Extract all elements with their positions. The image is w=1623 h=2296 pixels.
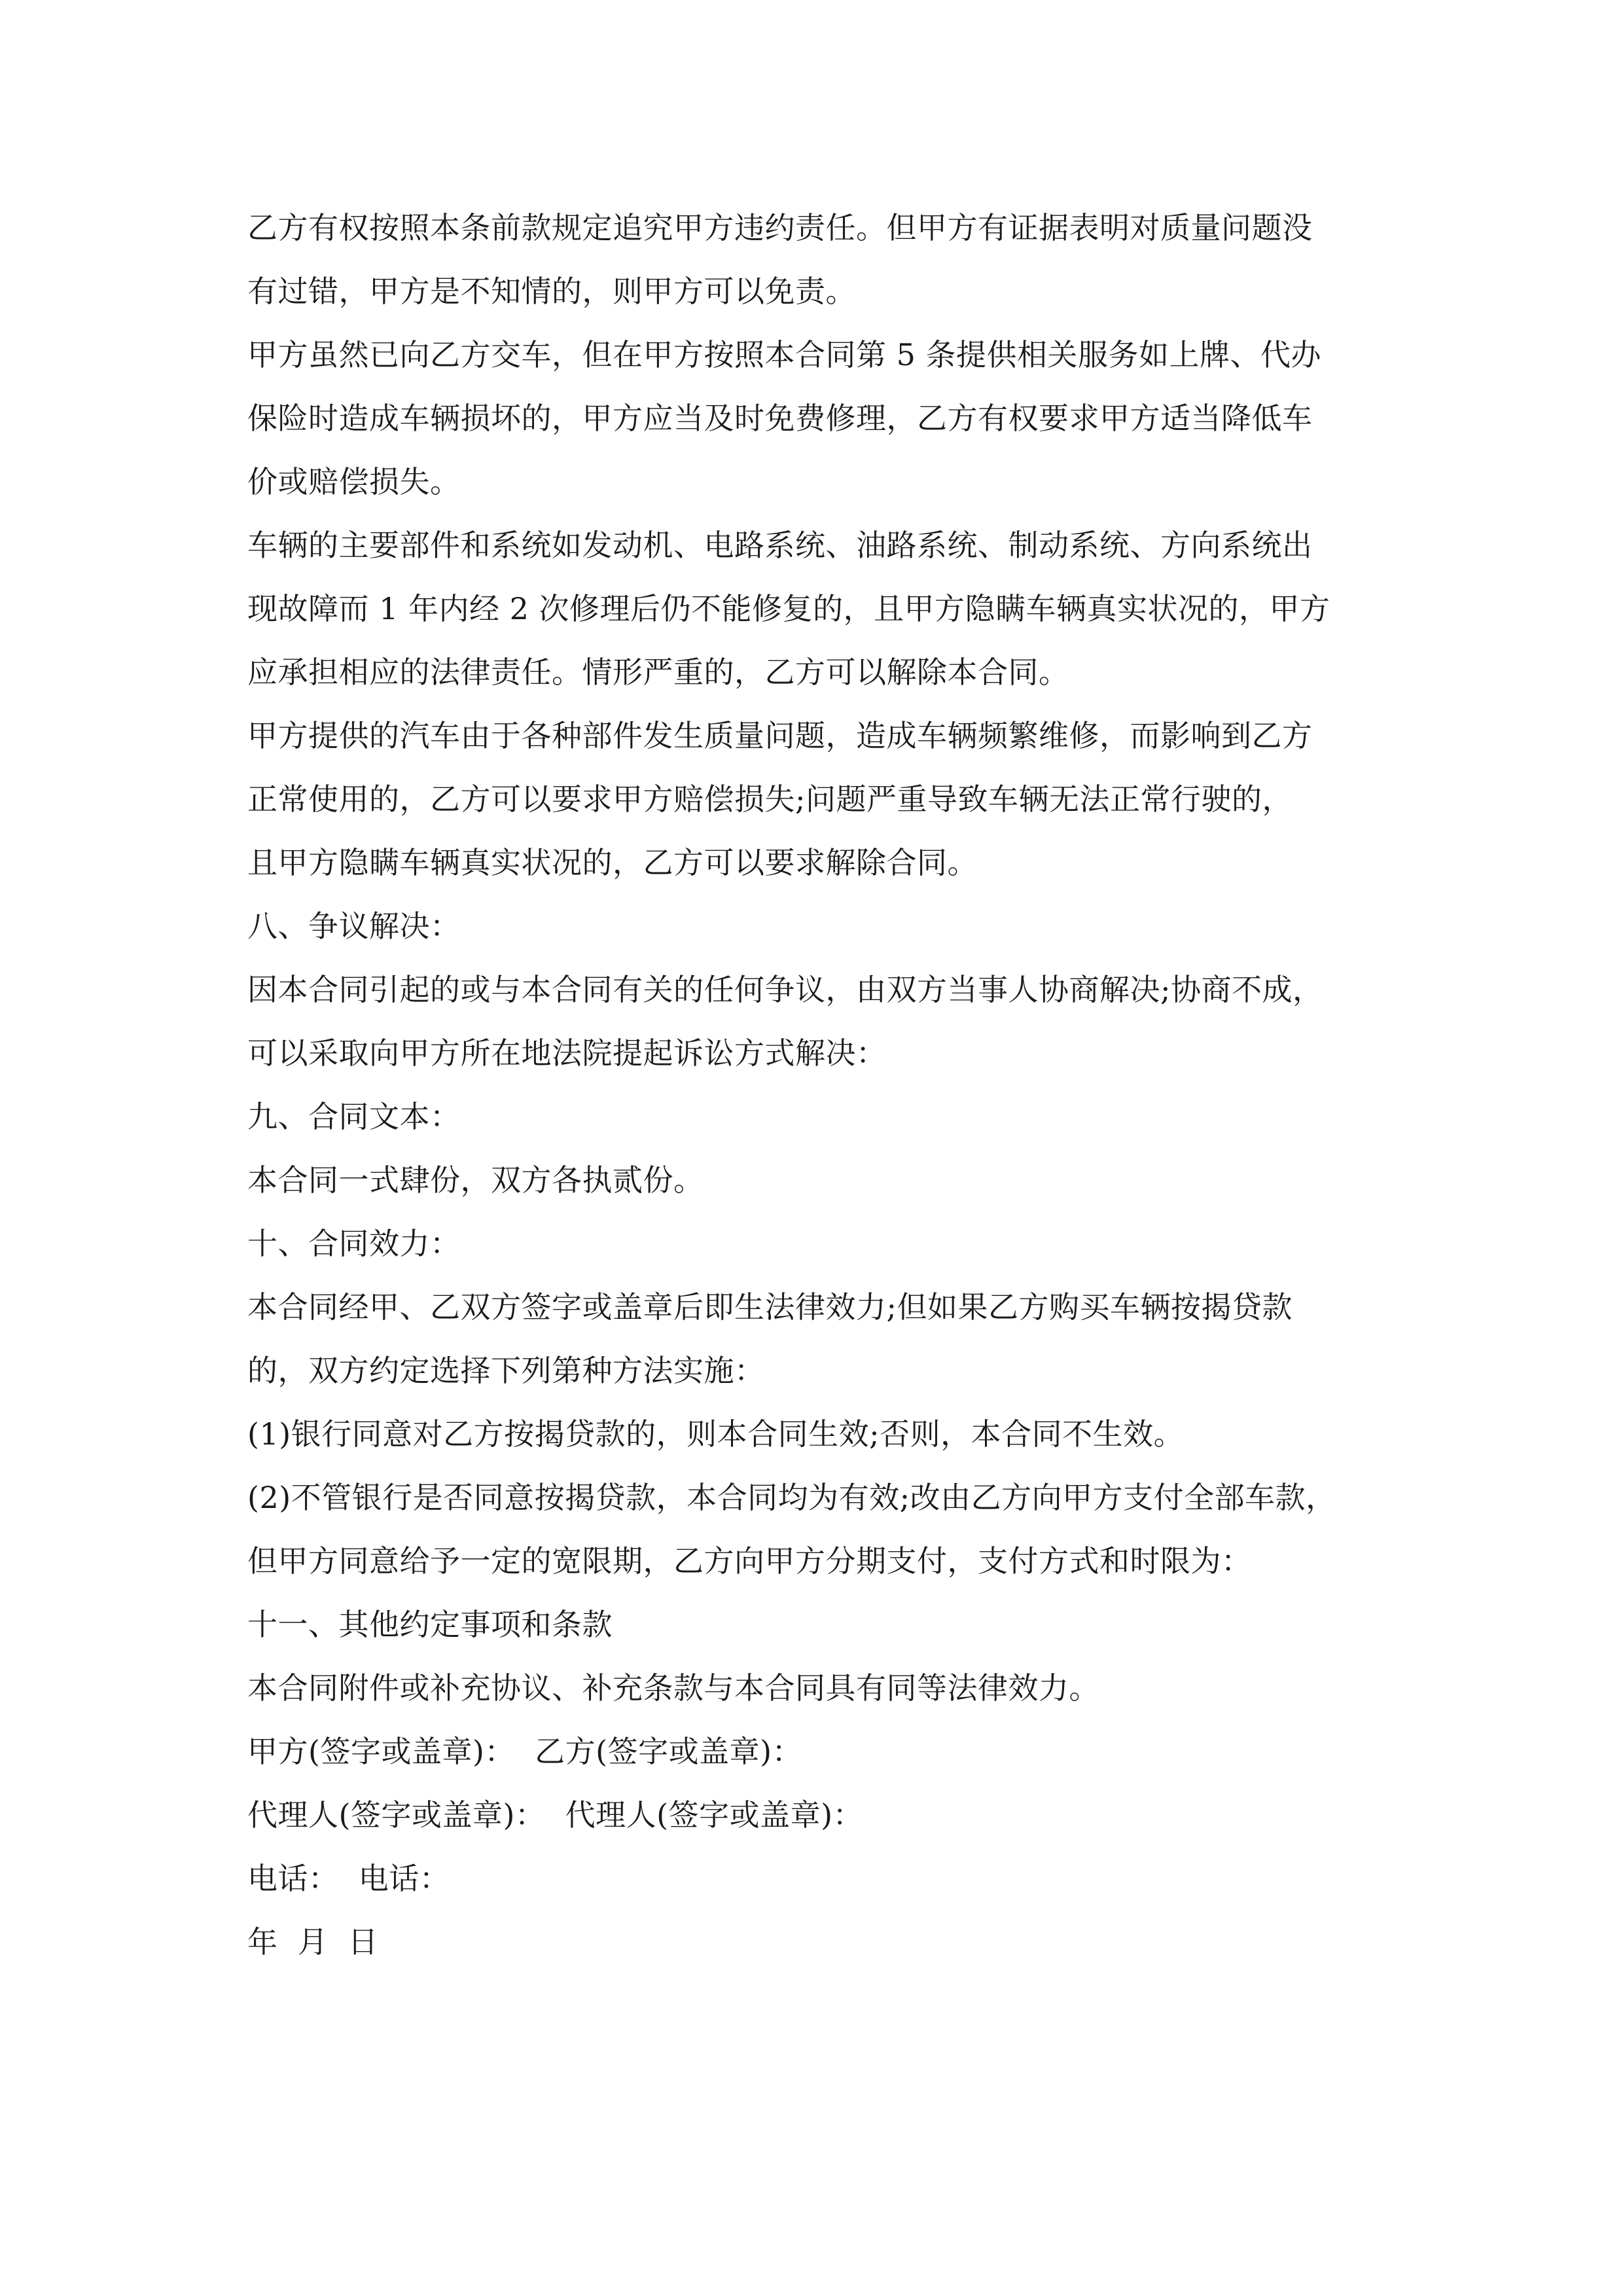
text-line: 甲方提供的汽车由于各种部件发生质量问题，造成车辆频繁维修，而影响到乙方: [247, 718, 1313, 753]
text-line: 本合同附件或补充协议、补充条款与本合同具有同等法律效力。: [247, 1670, 1099, 1706]
text-line: 甲方虽然已向乙方交车，但在甲方按照本合同第 5 条提供相关服务如上牌、代办: [247, 337, 1322, 372]
section-heading-validity: [247, 1212, 1386, 1276]
text-line: 可以采取向甲方所在地法院提起诉讼方式解决：: [247, 1035, 887, 1071]
text-line: 电话： 电话：: [247, 1861, 450, 1896]
section-heading-other-terms: [247, 1593, 1386, 1657]
text-line: 本合同一式肆份，双方各执贰份。: [247, 1162, 704, 1198]
text-line: 正常使用的，乙方可以要求甲方赔偿损失;问题严重导致车辆无法正常行驶的，: [247, 781, 1293, 817]
text-line: 车辆的主要部件和系统如发动机、电路系统、油路系统、制动系统、方向系统出: [247, 528, 1313, 563]
text-line: 十一、其他约定事项和条款: [247, 1607, 613, 1642]
signature-phones: [247, 1847, 1386, 1910]
paragraph-major-parts: [247, 514, 1386, 704]
paragraph-attachments: [247, 1657, 1386, 1720]
paragraph-dispute-resolution: [247, 958, 1386, 1085]
paragraph-frequent-repair: [247, 704, 1386, 895]
text-line: 九、合同文本：: [247, 1099, 461, 1134]
paragraph-effective: [247, 1276, 1386, 1403]
paragraph-option-2: [247, 1466, 1386, 1593]
text-line: 十、合同效力：: [247, 1226, 461, 1261]
section-heading-contract-text: [247, 1085, 1386, 1149]
signature-date: [247, 1910, 1386, 1974]
text-line: 代理人(签字或盖章)： 代理人(签字或盖章)：: [247, 1797, 864, 1833]
text-line: 且甲方隐瞒车辆真实状况的，乙方可以要求解除合同。: [247, 845, 978, 880]
section-heading-dispute: [247, 895, 1386, 958]
text-line: 甲方(签字或盖章)： 乙方(签字或盖章)：: [247, 1734, 803, 1769]
text-line: 本合同经甲、乙双方签字或盖章后即生法律效力;但如果乙方购买车辆按揭贷款: [247, 1289, 1293, 1325]
text-line: 现故障而 1 年内经 2 次修理后仍不能修复的，且甲方隐瞒车辆真实状况的，甲方: [247, 591, 1330, 626]
text-line: 保险时造成车辆损坏的，甲方应当及时免费修理，乙方有权要求甲方适当降低车: [247, 401, 1313, 436]
text-line: 应承担相应的法律责任。情形严重的，乙方可以解除本合同。: [247, 655, 1069, 690]
text-line: 八、争议解决：: [247, 908, 461, 944]
text-line: 有过错，甲方是不知情的，则甲方可以免责。: [247, 274, 856, 309]
paragraph-option-1: [247, 1403, 1386, 1466]
text-line: 因本合同引起的或与本合同有关的任何争议，由双方当事人协商解决;协商不成，: [247, 972, 1323, 1007]
paragraph-delivery-damage: [247, 323, 1386, 514]
text-line: (1)银行同意对乙方按揭贷款的，则本合同生效;否则，本合同不生效。: [247, 1416, 1185, 1452]
text-line: 乙方有权按照本条前款规定追究甲方违约责任。但甲方有证据表明对质量问题没: [247, 210, 1313, 245]
signature-parties: [247, 1720, 1386, 1784]
contract-text-body: [247, 196, 1386, 1974]
paragraph-copies: [247, 1149, 1386, 1212]
paragraph-liability-quality: [247, 196, 1386, 323]
signature-agents: [247, 1784, 1386, 1847]
text-line: 年 月 日: [247, 1924, 378, 1960]
text-line: 的，双方约定选择下列第种方法实施：: [247, 1353, 765, 1388]
text-line: 价或赔偿损失。: [247, 464, 461, 499]
text-line: 但甲方同意给予一定的宽限期，乙方向甲方分期支付，支付方式和时限为：: [247, 1543, 1252, 1579]
text-line: (2)不管银行是否同意按揭贷款，本合同均为有效;改由乙方向甲方支付全部车款，: [247, 1480, 1336, 1515]
